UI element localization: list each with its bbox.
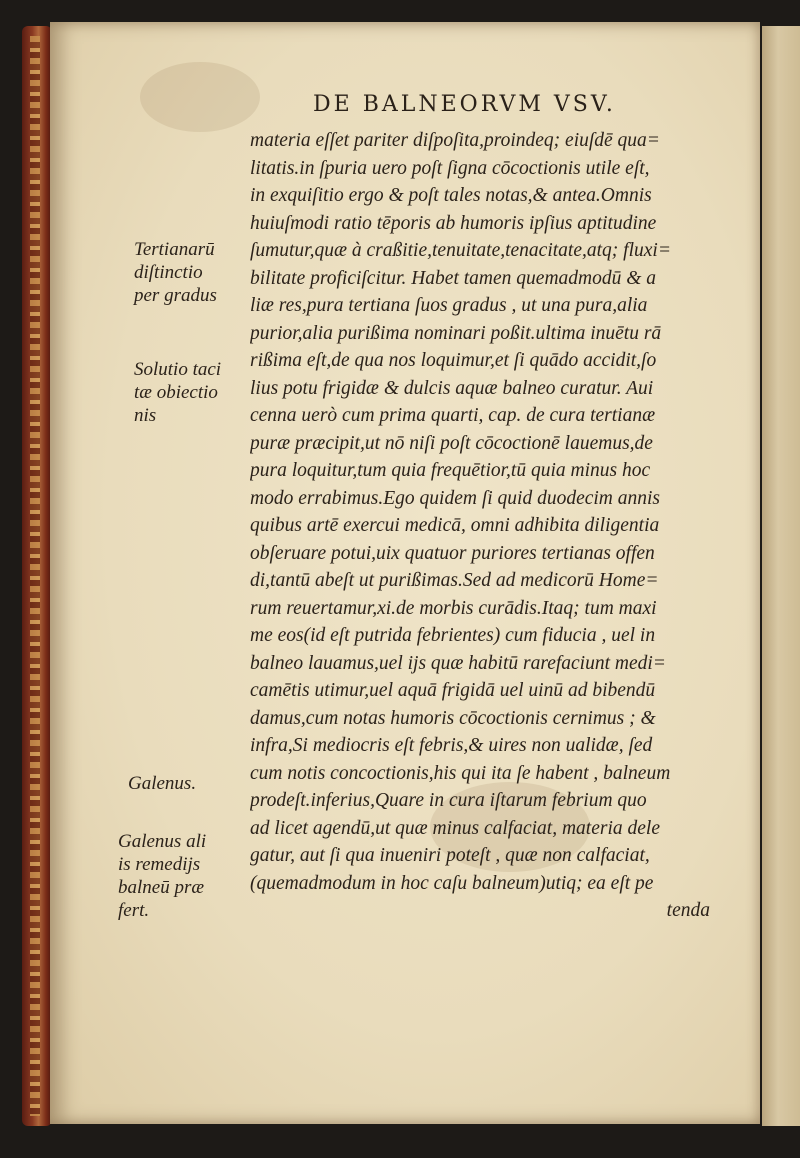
- body-text-line: balneo lauamus,uel ijs quæ habitū rarefaciunt medi=: [250, 652, 666, 674]
- note-line: Galenus ali: [118, 831, 207, 852]
- note-line: Tertianarū: [134, 239, 215, 260]
- note-line: Galenus.: [128, 773, 197, 794]
- body-text-line: gatur, aut ſi qua inueniri poteſt , quæ non calfaciat,: [250, 845, 650, 866]
- body-text-line: modo errabimus.Ego quidem ſi quid duodecim annis: [250, 487, 661, 509]
- body-text-line: prodeſt.inferius,Quare in cura iſtarum febrium quo: [250, 790, 647, 811]
- body-text-line: obſeruare potui,uix quatuor puriores tertianas offen: [250, 542, 655, 564]
- note-line: is remedijs: [118, 854, 201, 875]
- body-text-line: camētis utimur,uel aquā frigidā uel uinū ad bibendū: [250, 680, 656, 701]
- body-text-line: damus,cum notas humoris cōcoctionis cernimus ; &: [250, 707, 656, 729]
- note-solutio: [134, 358, 221, 427]
- note-line: Solutio taci: [134, 359, 222, 380]
- body-text-line: litatis.in ſpuria uero poſt ſigna cōcoctionis utile eſt,: [250, 157, 650, 179]
- body-text-line: puræ præcipit,ut nō niſi poſt cōcoctionē lauemus,de: [250, 432, 653, 454]
- running-head: DE BALNEORVM VSV.: [313, 92, 616, 117]
- body-text-line: huiuſmodi ratio tēporis ab humoris ipſius aptitudine: [250, 212, 657, 234]
- body-text-block: [250, 127, 750, 925]
- page-stain: [140, 62, 260, 132]
- note-galenus-ali: [118, 830, 206, 922]
- body-text-line: purior,alia purißima nominari poßit.ultima inuētu rā: [250, 322, 662, 344]
- note-line: fert.: [118, 900, 150, 921]
- note-galenus: [128, 772, 196, 795]
- note-line: nis: [134, 405, 157, 426]
- book-binding-edge: [22, 26, 52, 1126]
- note-line: per gradus: [134, 285, 217, 306]
- facing-page-edge: [762, 26, 800, 1126]
- body-text-line: tenda: [666, 900, 710, 921]
- body-text-line: quibus artē exercui medicā, omni adhibita diligentia: [250, 515, 660, 536]
- body-text-line: me eos(id eſt putrida febrientes) cum fiducia , uel in: [250, 625, 656, 646]
- body-text-line: (quemadmodum in hoc caſu balneum)utiq; ea eſt pe: [250, 872, 654, 894]
- body-text-line: di,tantū abeſt ut purißimas.Sed ad medicorū Home=: [250, 570, 659, 591]
- body-text-line: rißima eſt,de qua nos loquimur,et ſi quādo accidit,ſo: [250, 350, 657, 371]
- note-line: tæ obiectio: [134, 382, 218, 403]
- body-text-line: cum notis concoctionis,his qui ita ſe habent , balneum: [250, 762, 671, 784]
- body-text-line: cenna uerò cum prima quarti, cap. de cura tertianæ: [250, 405, 656, 426]
- note-tertianarum: [134, 238, 217, 307]
- body-text-line: rum reuertamur,xi.de morbis curādis.Itaq; tum maxi: [250, 597, 657, 619]
- body-text-line: ſumutur,quæ à craßitie,tenuitate,tenacitate,atq; fluxi=: [250, 240, 671, 261]
- body-text-line: lius potu frigidæ & dulcis aquæ balneo curatur. Aui: [250, 377, 654, 399]
- note-line: balneū præ: [118, 877, 205, 898]
- body-text-line: pura loquitur,tum quia frequētior,tū quia minus hoc: [250, 460, 651, 481]
- body-text-line: in exquiſitio ergo & poſt tales notas,& antea.Omnis: [250, 185, 652, 206]
- body-text-line: ad licet agendū,ut quæ minus calfaciat, materia dele: [250, 817, 660, 839]
- body-text-line: infra,Si mediocris eſt febris,& uires non ualidæ, ſed: [250, 735, 653, 756]
- body-text-line: bilitate proficiſcitur. Habet tamen quemadmodū & a: [250, 267, 657, 289]
- body-text-line: liæ res,pura tertiana ſuos gradus , ut una pura,alia: [250, 295, 648, 316]
- body-text-line: materia eſſet pariter diſpoſita,proindeq; eiuſdē qua=: [250, 130, 660, 151]
- note-line: diſtinctio: [134, 262, 203, 283]
